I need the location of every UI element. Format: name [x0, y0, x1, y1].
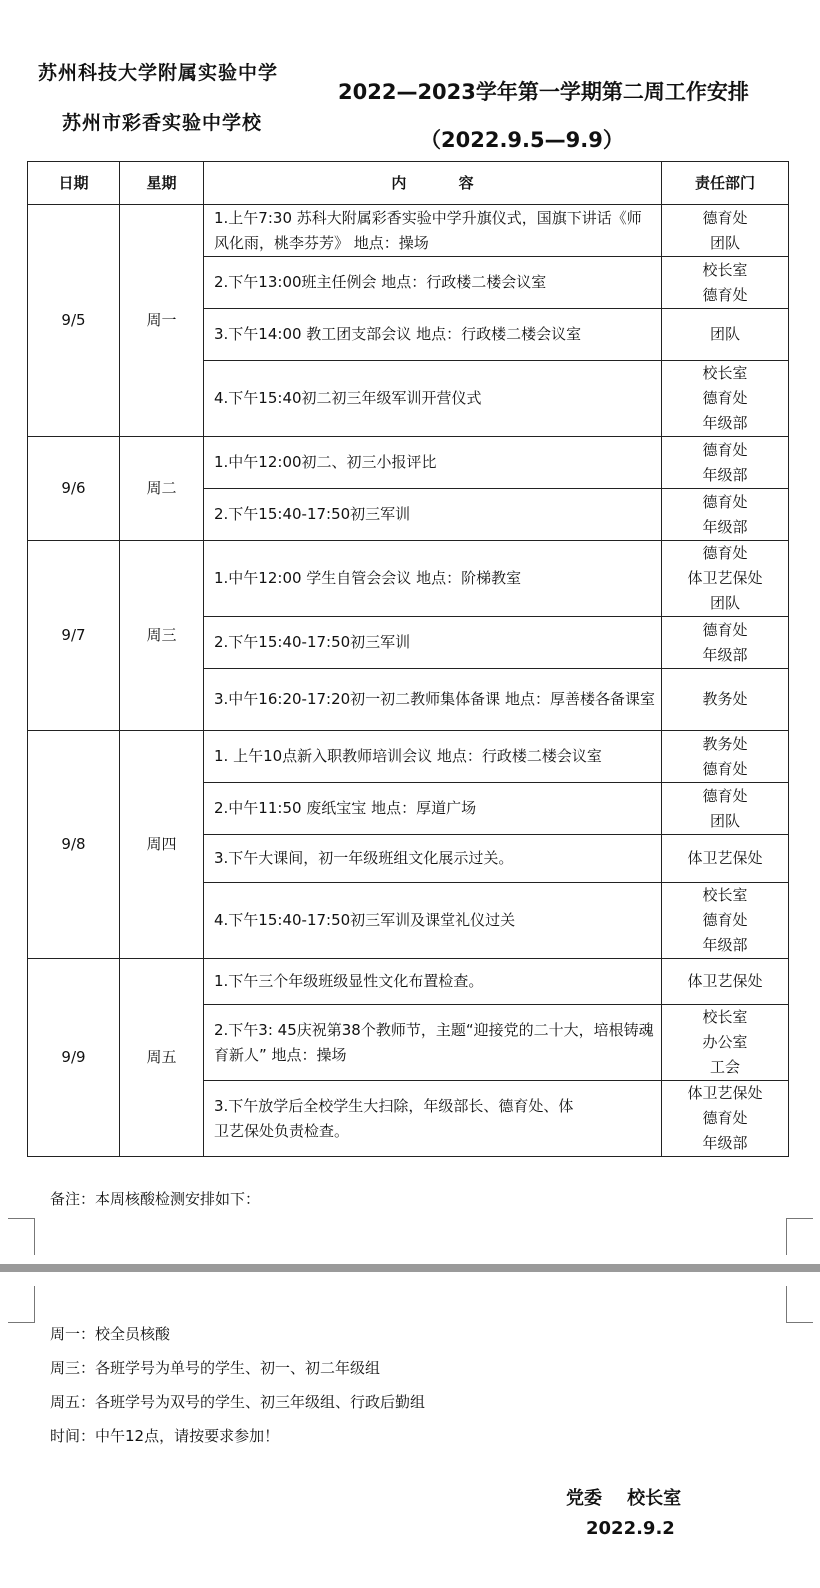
cell-dept: 德育处 年级部 [662, 489, 789, 541]
table-row [28, 959, 789, 1005]
document-title: 2022—2023学年第一学期第二周工作安排 [338, 80, 749, 104]
date-range: （2022.9.5—9.9） [420, 128, 624, 152]
cell-content: 2.下午13:00班主任例会 地点：行政楼二楼会议室 [204, 257, 662, 309]
table-row [28, 205, 789, 257]
cell-date: 9/8 [28, 731, 120, 959]
cell-content: 3.下午放学后全校学生大扫除，年级部长、德育处、体 卫艺保处负责检查。 [204, 1081, 662, 1157]
table-row [28, 437, 789, 489]
cell-content: 2.下午15:40-17:50初三军训 [204, 489, 662, 541]
page-corner-mark [8, 1286, 35, 1323]
note-line: 周一：校全员核酸 [50, 1325, 171, 1343]
signature-org: 党委 校长室 [566, 1488, 682, 1509]
cell-weekday: 周三 [120, 541, 204, 731]
cell-dept: 团队 [662, 309, 789, 361]
cell-weekday: 周一 [120, 205, 204, 437]
cell-content: 2.下午15:40-17:50初三军训 [204, 617, 662, 669]
school-name-primary: 苏州科技大学附属实验中学 [38, 62, 279, 84]
note-line: 周三：各班学号为单号的学生、初一、初二年级组 [50, 1359, 381, 1377]
cell-content: 1.中午12:00 学生自管会会议 地点：阶梯教室 [204, 541, 662, 617]
cell-dept: 校长室 德育处 [662, 257, 789, 309]
table-row [28, 731, 789, 783]
cell-dept: 德育处 体卫艺保处 团队 [662, 541, 789, 617]
testing-notes [50, 1323, 425, 1459]
cell-dept: 校长室 办公室 工会 [662, 1005, 789, 1081]
cell-content: 1. 上午10点新入职教师培训会议 地点：行政楼二楼会议室 [204, 731, 662, 783]
page-break-divider [0, 1264, 820, 1272]
cell-dept: 体卫艺保处 [662, 959, 789, 1005]
remark-text: 备注：本周核酸检测安排如下： [50, 1190, 261, 1208]
cell-date: 9/9 [28, 959, 120, 1157]
cell-weekday: 周五 [120, 959, 204, 1157]
cell-content: 3.中午16:20-17:20初一初二教师集体备课 地点：厚善楼各备课室 [204, 669, 662, 731]
cell-dept: 校长室 德育处 年级部 [662, 361, 789, 437]
cell-weekday: 周二 [120, 437, 204, 541]
cell-weekday: 周四 [120, 731, 204, 959]
cell-dept: 校长室 德育处 年级部 [662, 883, 789, 959]
cell-dept: 教务处 [662, 669, 789, 731]
cell-content: 4.下午15:40-17:50初三军训及课堂礼仪过关 [204, 883, 662, 959]
cell-dept: 德育处 团队 [662, 205, 789, 257]
header-content: 内 容 [204, 162, 662, 205]
page-corner-mark [8, 1218, 35, 1255]
cell-dept: 德育处 团队 [662, 783, 789, 835]
cell-dept: 教务处 德育处 [662, 731, 789, 783]
schedule-table [27, 161, 789, 1157]
signature-date: 2022.9.2 [586, 1518, 675, 1539]
cell-date: 9/7 [28, 541, 120, 731]
cell-dept: 体卫艺保处 德育处 年级部 [662, 1081, 789, 1157]
note-line: 时间：中午12点，请按要求参加！ [50, 1427, 280, 1445]
page-corner-mark [786, 1218, 813, 1255]
cell-date: 9/6 [28, 437, 120, 541]
table-row [28, 541, 789, 617]
cell-content: 2.下午3: 45庆祝第38个教师节，主题“迎接党的二十大，培根铸魂育新人” 地点：操场 [204, 1005, 662, 1081]
note-line: 周五：各班学号为双号的学生、初三年级组、行政后勤组 [50, 1393, 426, 1411]
cell-content: 4.下午15:40初二初三年级军训开营仪式 [204, 361, 662, 437]
cell-dept: 德育处 年级部 [662, 437, 789, 489]
header-weekday: 星期 [120, 162, 204, 205]
cell-dept: 体卫艺保处 [662, 835, 789, 883]
school-name-secondary: 苏州市彩香实验中学校 [62, 112, 263, 134]
page-corner-mark [786, 1286, 813, 1323]
cell-dept: 德育处 年级部 [662, 617, 789, 669]
table-header-row [28, 162, 789, 205]
header-date: 日期 [28, 162, 120, 205]
header-dept: 责任部门 [662, 162, 789, 205]
cell-content: 3.下午14:00 教工团支部会议 地点：行政楼二楼会议室 [204, 309, 662, 361]
cell-content: 2.中午11:50 废纸宝宝 地点：厚道广场 [204, 783, 662, 835]
cell-content: 1.中午12:00初二、初三小报评比 [204, 437, 662, 489]
cell-content: 1.下午三个年级班级显性文化布置检查。 [204, 959, 662, 1005]
cell-content: 1.上午7:30 苏科大附属彩香实验中学升旗仪式，国旗下讲话《师风化雨，桃李芬芳》 地点：操场 [204, 205, 662, 257]
cell-date: 9/5 [28, 205, 120, 437]
cell-content: 3.下午大课间，初一年级班组文化展示过关。 [204, 835, 662, 883]
